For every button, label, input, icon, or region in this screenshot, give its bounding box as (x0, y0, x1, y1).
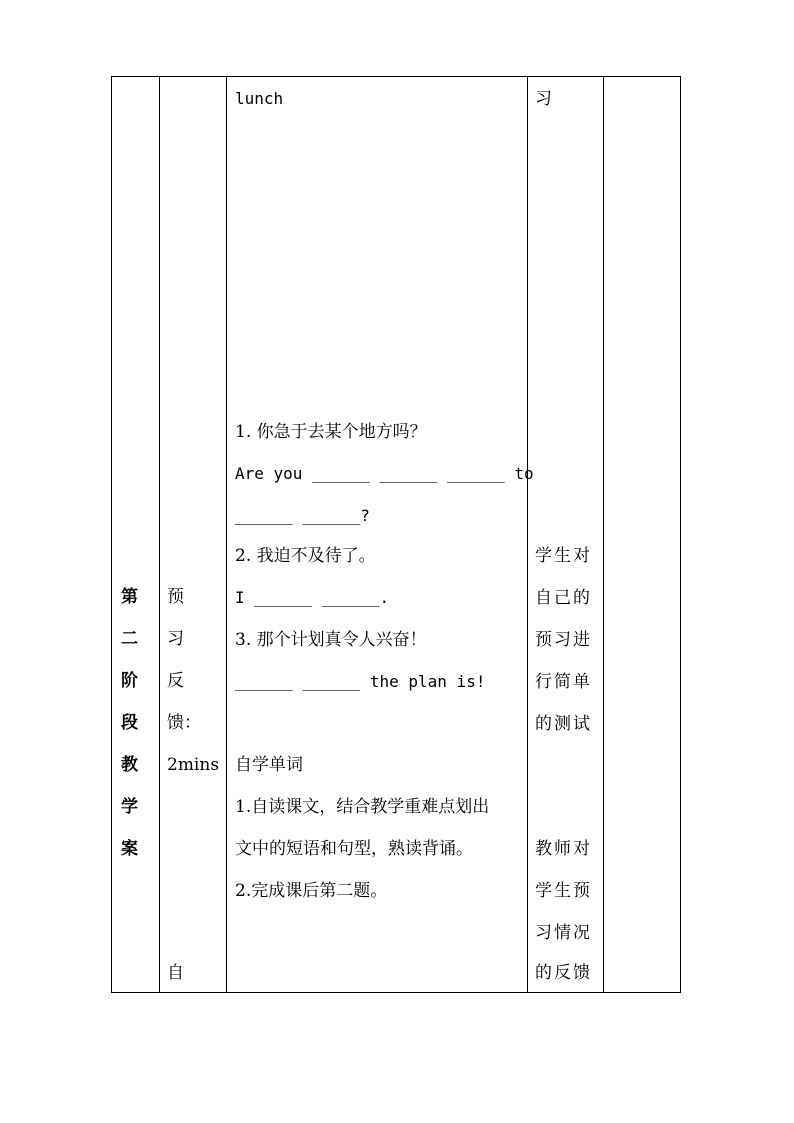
step-line-bottom: 自 (167, 963, 184, 983)
question-1-english: Are you ______ ______ ______ to (235, 464, 534, 483)
purpose-top: 习 (535, 89, 552, 109)
purpose-student-line: 学生对 (535, 546, 592, 566)
content-cell (227, 77, 534, 993)
question-2-english: I ______ ______. (235, 588, 390, 607)
step-cell (160, 77, 227, 993)
question-2-chinese: 2. 我迫不及待了。 (235, 546, 376, 566)
purpose-teacher-line: 的反馈 (535, 963, 592, 983)
step-line: 反 (167, 671, 184, 691)
question-3-english: ______ ______ the plan is! (235, 672, 486, 691)
stage-char: 案 (121, 839, 138, 859)
purpose-teacher-line: 教师对 (535, 839, 592, 859)
question-1-english-cont: ______ ______? (235, 506, 370, 525)
stage-char: 二 (121, 629, 138, 649)
notes-cell (604, 77, 681, 993)
purpose-student-line: 行简单 (535, 672, 592, 692)
task-2: 2.完成课后第二题。 (235, 881, 388, 901)
task-1-line-2: 文中的短语和句型，熟读背诵。 (235, 839, 473, 859)
vocab-word: lunch (235, 89, 284, 108)
purpose-cell (528, 77, 604, 993)
question-3-chinese: 3. 那个计划真令人兴奋！ (235, 630, 427, 650)
stage-char: 教 (121, 755, 138, 775)
stage-char: 第 (121, 587, 138, 607)
purpose-student-line: 的测试 (535, 714, 592, 734)
lesson-plan-table (111, 76, 681, 993)
step-duration: 2mins (167, 755, 220, 775)
step-line: 预 (167, 587, 184, 607)
question-1-chinese: 1. 你急于去某个地方吗？ (235, 422, 427, 442)
stage-char: 段 (121, 713, 138, 733)
stage-char: 阶 (121, 671, 138, 691)
purpose-teacher-line: 学生预 (535, 881, 592, 901)
task-1-line-1: 1.自读课文，结合教学重难点划出 (235, 797, 490, 817)
self-study-title: 自学单词 (235, 755, 303, 775)
purpose-student-line: 自己的 (535, 588, 592, 608)
step-line: 馈： (167, 713, 201, 733)
stage-cell (112, 77, 160, 993)
stage-char: 学 (121, 797, 138, 817)
purpose-student-line: 预习进 (535, 630, 592, 650)
purpose-teacher-line: 习情况 (535, 923, 592, 943)
step-line: 习 (167, 629, 184, 649)
table-row (112, 77, 681, 993)
